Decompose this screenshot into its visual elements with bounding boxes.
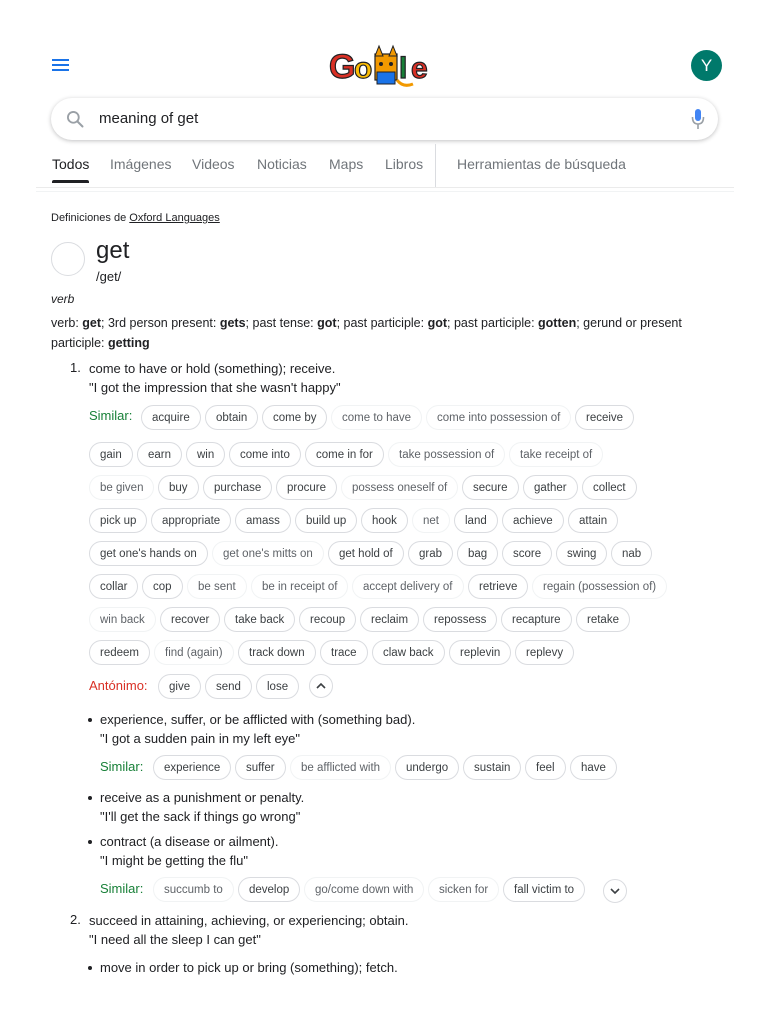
synonym-chip[interactable]: achieve (502, 508, 564, 533)
synonym-chip[interactable]: earn (137, 442, 182, 467)
microphone-icon[interactable] (690, 108, 706, 130)
synonym-chip[interactable]: track down (238, 640, 316, 665)
form-word: getting (107, 336, 150, 350)
search-tools-button[interactable]: Herramientas de búsqueda (457, 156, 626, 172)
synonym-chip[interactable]: come into (229, 442, 301, 467)
synonym-chip[interactable]: retake (576, 607, 630, 632)
sense-definition: come to have or hold (something); receive. (89, 361, 336, 376)
synonym-chip[interactable]: acquire (141, 405, 201, 430)
antonym-chip[interactable]: give (158, 674, 201, 699)
synonym-chip[interactable]: take receipt of (509, 442, 603, 467)
search-input[interactable]: meaning of get (99, 110, 199, 127)
bullet (88, 718, 92, 722)
synonym-chip[interactable]: accept delivery of (352, 574, 464, 599)
synonym-chip[interactable]: possess oneself of (341, 475, 458, 500)
similar-label: Similar: (89, 408, 133, 423)
synonym-chip[interactable]: come into possession of (426, 405, 571, 430)
chevron-down-icon (604, 880, 626, 902)
svg-text:o: o (354, 52, 373, 85)
synonym-chip[interactable]: procure (276, 475, 337, 500)
synonym-chip[interactable]: be afflicted with (290, 755, 391, 780)
synonym-chip[interactable]: sustain (463, 755, 521, 780)
synonym-chip[interactable]: build up (295, 508, 357, 533)
tab-videos[interactable]: Videos (192, 156, 235, 172)
form-word: got (317, 316, 337, 330)
synonym-chip[interactable]: come by (262, 405, 327, 430)
form-word: get (82, 316, 102, 330)
tabs-divider (435, 144, 436, 188)
form-word: got (427, 316, 448, 330)
synonym-chip[interactable]: land (454, 508, 498, 533)
forms-text: ; past tense: (245, 316, 318, 330)
source-prefix: Definiciones de (51, 212, 130, 224)
synonym-chip[interactable]: fall victim to (503, 877, 585, 902)
synonym-chip[interactable]: bag (457, 541, 498, 566)
tab-news[interactable]: Noticias (257, 156, 307, 172)
synonym-chip[interactable]: receive (575, 405, 634, 430)
forms-text: ; past participle: (447, 316, 539, 330)
synonym-chip[interactable]: obtain (205, 405, 258, 430)
synonym-chip[interactable]: hook (361, 508, 408, 533)
forms-text: ; gerund or present (576, 316, 682, 330)
headword: get (96, 237, 130, 264)
synonym-chip[interactable]: secure (462, 475, 519, 500)
synonym-chip[interactable]: appropriate (151, 508, 231, 533)
synonym-chip[interactable]: cop (142, 574, 183, 599)
subsense-definition: contract (a disease or ailment). (100, 834, 279, 849)
synonym-chip[interactable]: come in for (305, 442, 384, 467)
synonym-chip[interactable]: redeem (89, 640, 150, 665)
bullet (88, 796, 92, 800)
sense-definition: succeed in attaining, achieving, or experiencing; obtain. (89, 913, 409, 928)
subsense-example: "I got a sudden pain in my left eye" (100, 731, 301, 746)
synonym-chip[interactable]: experience (153, 755, 231, 780)
svg-text:G: G (329, 48, 356, 86)
synonym-chip[interactable]: recoup (299, 607, 356, 632)
synonym-chip[interactable]: regain (possession of) (532, 574, 667, 599)
chevron-up-icon (310, 675, 332, 697)
synonym-chip[interactable]: grab (408, 541, 453, 566)
part-of-speech: verb (51, 292, 75, 306)
synonym-chip[interactable]: suffer (235, 755, 286, 780)
svg-text:l: l (399, 52, 408, 85)
forms-text: ; 3rd person present: (101, 316, 220, 330)
forms-text: ; past participle: (336, 316, 428, 330)
account-avatar[interactable]: Y (691, 50, 722, 81)
synonym-chip[interactable]: succumb to (153, 877, 234, 902)
subsense-definition: experience, suffer, or be afflicted with (something bad). (100, 712, 416, 727)
tab-images[interactable]: Imágenes (110, 156, 172, 172)
expand-synonyms-button[interactable] (603, 879, 627, 903)
forms-text: participle: (51, 336, 108, 350)
phonetic: /get/ (96, 269, 122, 284)
synonym-chip[interactable]: undergo (395, 755, 459, 780)
synonym-chip[interactable]: collect (582, 475, 637, 500)
synonym-chip[interactable]: take back (224, 607, 295, 632)
synonym-chip[interactable]: be given (89, 475, 154, 500)
synonym-chip[interactable]: develop (238, 877, 300, 902)
tabs-bottom-border (36, 187, 734, 188)
pronunciation-audio-button[interactable] (51, 242, 85, 276)
tab-all[interactable]: Todos (52, 156, 90, 172)
synonym-chip[interactable]: swing (556, 541, 607, 566)
synonym-chip[interactable]: amass (235, 508, 291, 533)
synonym-chip[interactable]: replevy (515, 640, 574, 665)
similar-label: Similar: (100, 881, 144, 896)
sense-example: "I need all the sleep I can get" (89, 932, 261, 947)
synonym-chip[interactable]: net (412, 508, 450, 533)
sense-example: "I got the impression that she wasn't happy" (89, 380, 341, 395)
synonym-chip[interactable]: attain (568, 508, 618, 533)
antonym-chip[interactable]: lose (256, 674, 299, 699)
antonym-chip[interactable]: send (205, 674, 252, 699)
synonym-chip[interactable]: reclaim (360, 607, 419, 632)
search-box[interactable] (51, 98, 718, 140)
synonym-chip[interactable]: be in receipt of (251, 574, 348, 599)
synonym-chip[interactable]: repossess (423, 607, 497, 632)
form-word: gotten (538, 316, 577, 330)
subsense-example: "I might be getting the flu" (100, 853, 248, 868)
bullet (88, 840, 92, 844)
similar-label: Similar: (100, 759, 144, 774)
synonym-chip[interactable]: be sent (187, 574, 247, 599)
google-doodle-logo[interactable] (327, 44, 441, 90)
synonym-chip[interactable]: sicken for (428, 877, 499, 902)
synonym-chip[interactable]: win (186, 442, 225, 467)
synonym-chip[interactable]: claw back (372, 640, 445, 665)
synonym-chip[interactable]: collar (89, 574, 138, 599)
verb-forms (51, 313, 731, 353)
synonym-chip[interactable]: feel (525, 755, 566, 780)
synonym-chip[interactable]: recover (160, 607, 220, 632)
synonym-chip[interactable]: win back (89, 607, 156, 632)
synonym-chip[interactable]: take possession of (388, 442, 505, 467)
synonym-chip[interactable]: pick up (89, 508, 147, 533)
svg-text:e: e (411, 52, 428, 85)
main-menu-button[interactable] (50, 56, 74, 76)
synonym-chip[interactable]: buy (158, 475, 199, 500)
synonym-chip[interactable]: find (again) (154, 640, 234, 665)
bullet (88, 966, 92, 970)
sense-number: 1. (70, 360, 81, 375)
synonym-chip[interactable]: trace (320, 640, 368, 665)
synonym-chip[interactable]: go/come down with (304, 877, 424, 902)
synonym-chip[interactable]: get one's hands on (89, 541, 208, 566)
form-word: gets (219, 316, 246, 330)
synonym-chip[interactable]: gain (89, 442, 133, 467)
synonym-chip[interactable]: recapture (501, 607, 572, 632)
synonym-chip[interactable]: nab (611, 541, 652, 566)
synonym-chip[interactable]: purchase (203, 475, 272, 500)
dictionary-source (51, 212, 220, 224)
tab-books[interactable]: Libros (385, 156, 424, 172)
search-icon[interactable] (65, 109, 85, 129)
collapse-synonyms-button[interactable] (309, 674, 333, 698)
subsense-example: "I'll get the sack if things go wrong" (100, 809, 301, 824)
synonym-chip[interactable]: score (502, 541, 552, 566)
search-tabs (52, 150, 734, 186)
subsense-definition: receive as a punishment or penalty. (100, 790, 305, 805)
tabs-bottom-border-2 (36, 191, 734, 192)
synonym-chip[interactable]: retrieve (468, 574, 528, 599)
synonym-chip[interactable]: get hold of (328, 541, 404, 566)
source-link[interactable]: Oxford Languages (129, 212, 220, 224)
synonym-chip[interactable]: get one's mitts on (212, 541, 324, 566)
synonym-chip[interactable]: gather (523, 475, 578, 500)
sense-number: 2. (70, 912, 81, 927)
forms-text: verb: (51, 316, 83, 330)
tab-maps[interactable]: Maps (329, 156, 364, 172)
subsense-definition: move in order to pick up or bring (something); fetch. (100, 960, 398, 975)
synonym-chip[interactable]: come to have (331, 405, 422, 430)
synonym-chip[interactable]: have (570, 755, 617, 780)
synonym-chip[interactable]: replevin (449, 640, 511, 665)
antonym-label: Antónimo: (89, 678, 148, 693)
